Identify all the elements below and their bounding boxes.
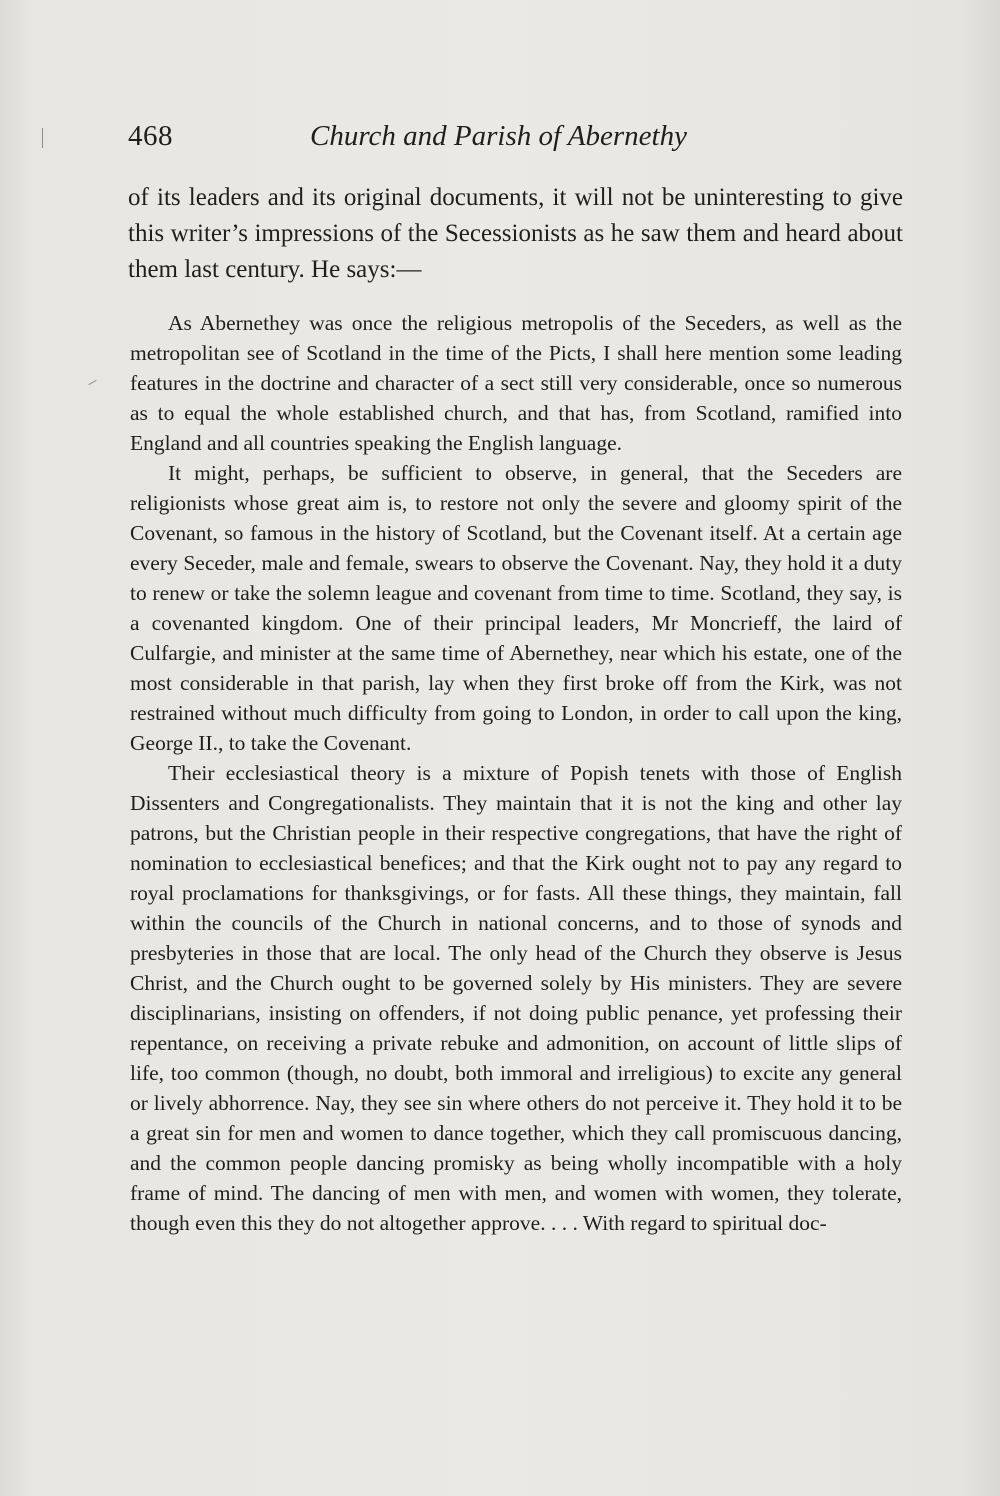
margin-mark <box>42 128 43 148</box>
margin-mark <box>88 380 96 385</box>
quote-paragraph: As Abernethey was once the religious metropolis of the Seceders, as well as the metropolitan see of Scotland in the time of the Picts, I shall here mention some leading features in the doctrine and character of a sect still very considerable, once so numerous as to equal the whole established church, and that has, from Scotland, ramified into England and all countries speaking the English language. <box>130 311 902 455</box>
intro-paragraph <box>128 180 903 288</box>
page-number: 468 <box>128 120 173 152</box>
running-title: Church and Parish of Abernethy <box>310 120 687 152</box>
quote-paragraph: It might, perhaps, be sufficient to observe, in general, that the Seceders are religionists whose great aim is, to restore not only the severe and gloomy spirit of the Covenant, so famous in the history of Scotland, but the Covenant itself. At a certain age every Seceder, male and female, swears to observe the Covenant. Nay, they hold it a duty to renew or take the solemn league and covenant from time to time. Scotland, they say, is a covenanted kingdom. One of their principal leaders, Mr Moncrieff, the laird of Culfargie, and minister at the same time of Abernethey, near which his estate, one of the most considerable in that parish, lay when they first broke off from the Kirk, was not restrained without much difficulty from going to London, in order to call upon the king, George II., to take the Covenant. <box>130 461 902 755</box>
block-quote <box>130 308 902 1238</box>
quote-paragraph: Their ecclesiastical theory is a mixture of Popish tenets with those of English Dissenters and Congregationalists. They maintain that it is not the king and other lay patrons, but the Christian people in their respective congregations, that have the right of nomination to ecclesiastical benefices; and that the Kirk ought not to pay any regard to royal proclamations for thanksgivings, or for fasts. All these things, they maintain, fall within the councils of the Church in national concerns, and to those of synods and presbyteries in those that are local. The only head of the Church they observe is Jesus Christ, and the Church ought to be governed solely by His ministers. They are severe disciplinarians, insisting on offenders, if not doing public penance, yet professing their repentance, on receiving a private rebuke and admonition, on account of little slips of life, too common (though, no doubt, both immoral and irreligious) to excite any general or lively abhorrence. Nay, they see sin where others do not perceive it. They hold it to be a great sin for men and women to dance together, which they call promiscuous dancing, and the common people dancing promisky as being wholly incompatible with a holy frame of mind. The dancing of men with men, and women with women, they tolerate, though even this they do not altogether approve. . . . With regard to spiritual doc- <box>130 761 902 1235</box>
intro-text: of its leaders and its original documents, it will not be uninteresting to give this writer’s impressions of the Secessionists as he saw them and heard about them last century. He says:— <box>128 184 903 283</box>
running-head <box>128 120 738 164</box>
